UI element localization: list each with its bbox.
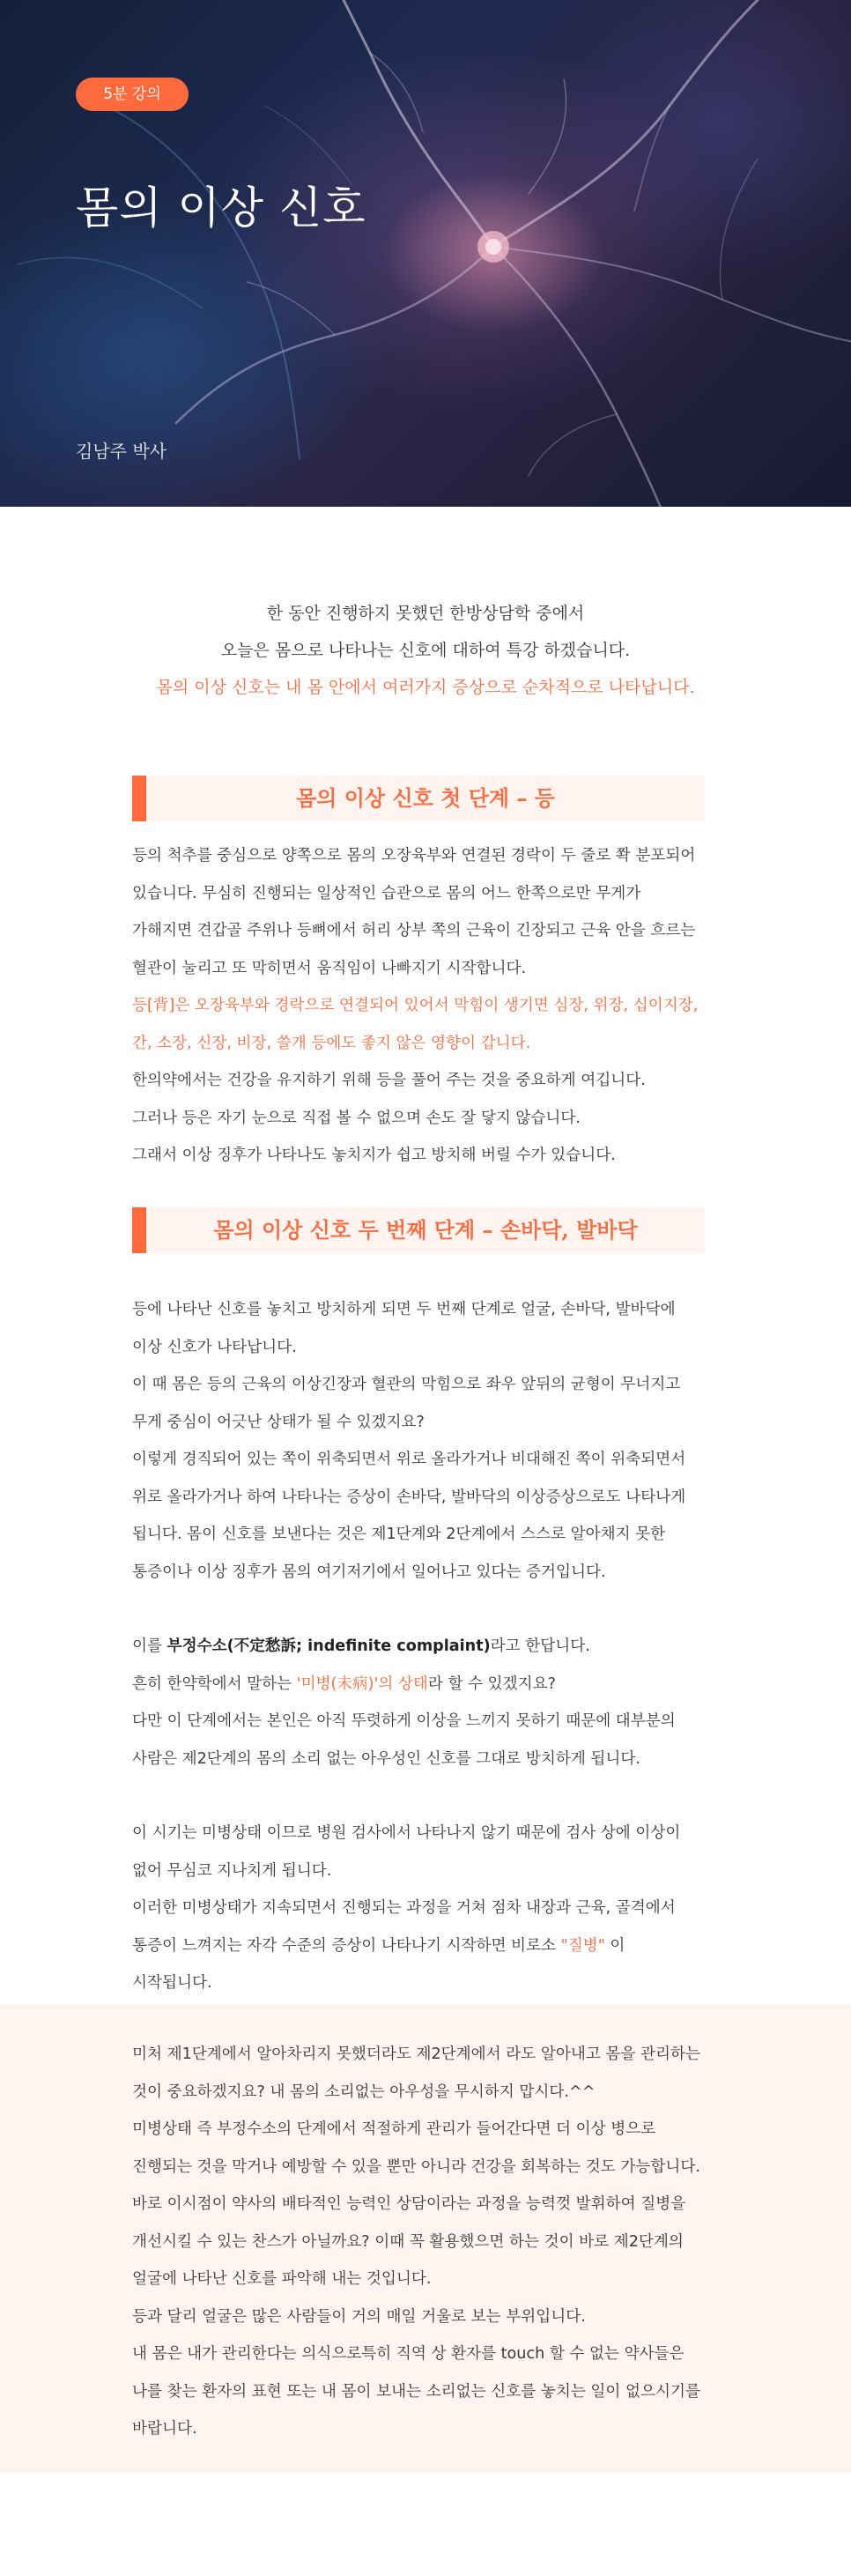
highlight-term: '미병(未病)'의 상태 bbox=[296, 1674, 428, 1693]
highlight-term: "질병" bbox=[560, 1936, 605, 1955]
page-title: 몸의 이상 신호 bbox=[76, 182, 366, 234]
paragraph: 그러나 등은 자기 눈으로 직접 볼 수 없으며 손도 잘 닿지 않습니다. bbox=[132, 1109, 581, 1127]
paragraph: 이 시기는 미병상태 이므로 병원 검사에서 나타나지 않기 때문에 검사 상에 이상이 없어 무심코 지나치게 됩니다. bbox=[132, 1824, 681, 1880]
intro-text bbox=[0, 595, 851, 706]
intro-line: 오늘은 몸으로 나타나는 신호에 대하여 특강 하겠습니다. bbox=[220, 641, 631, 660]
paragraph: 미병상태 즉 부정수소의 단계에서 적절하게 관리가 들어간다면 더 이상 병으로 진행되는 것을 막거나 예방할 수 있을 뿐만 아니라 건강을 회복하는 것도 가능합니다. bbox=[132, 2120, 700, 2176]
lecture-badge: 5분 강의 bbox=[76, 78, 189, 111]
paragraph: 다만 이 단계에서는 본인은 아직 뚜렷하게 이상을 느끼지 못하기 때문에 대부분의 사람은 제2단계의 몸의 소리 없는 아우성인 신호를 그대로 방치하게 됩니다. bbox=[132, 1712, 676, 1768]
paragraph: 이러한 미병상태가 지속되면서 진행되는 과정을 거쳐 점차 내장과 근육, 골격에서 통증이 느껴지는 자각 수준의 증상이 나타나기 시작하면 비로소 "질병" 이 시작됩니다. bbox=[132, 1899, 676, 1992]
paragraph: 내 몸은 내가 관리한다는 의식으로특히 직역 상 환자를 touch 할 수 없는 약사들은 나를 찾는 환자의 표현 또는 내 몸이 보내는 소리없는 신호를 놓치는 일이 없으시기를 바랍니다. bbox=[132, 2345, 700, 2438]
section-1-body bbox=[132, 837, 705, 1175]
section-2-body bbox=[132, 1291, 705, 2002]
author-name: 김남주 박사 bbox=[76, 441, 166, 462]
paragraph: 등의 척추를 중심으로 양쪽으로 몸의 오장육부와 연결된 경락이 두 줄로 쫙 분포되어 있습니다. 무심히 진행되는 일상적인 습관으로 몸의 어느 한쪽으로만 무게가 가해지면 견갑골 주위나 등뼈에서 허리 상부 쪽의 근육이 긴장되고 근육 안을 흐르는 혈관이 눌리고 또 막히면서 움직임이 나빠지기 시작합니다. bbox=[132, 847, 696, 977]
neuron-background-image bbox=[0, 0, 851, 507]
paragraph: 미처 제1단계에서 알아차리지 못했더라도 제2단계에서 라도 알아내고 몸을 관리하는 것이 중요하겠지요? 내 몸의 소리없는 아우성을 무시하지 맙시다.^^ bbox=[132, 2045, 700, 2101]
closing-body bbox=[132, 2036, 705, 2448]
paragraph: 흔히 한약학에서 말하는 '미병(未病)'의 상태라 할 수 있겠지요? bbox=[132, 1674, 556, 1693]
section-heading-stage-1: 몸의 이상 신호 첫 단계 – 등 bbox=[132, 776, 705, 821]
intro-line: 한 동안 진행하지 못했던 한방상담학 중에서 bbox=[266, 604, 585, 623]
section-heading-stage-2: 몸의 이상 신호 두 번째 단계 – 손바닥, 발바닥 bbox=[132, 1207, 705, 1253]
paragraph: 한의약에서는 건강을 유지하기 위해 등을 풀어 주는 것을 중요하게 여깁니다. bbox=[132, 1072, 646, 1089]
bold-term: 부정수소(不定愁訴; indefinite complaint) bbox=[166, 1637, 491, 1655]
paragraph: 이 때 몸은 등의 근육의 이상긴장과 혈관의 막힘으로 좌우 앞뒤의 균형이 무너지고 무게 중심이 어긋난 상태가 될 수 있겠지요? bbox=[132, 1376, 681, 1431]
paragraph: 등에 나타난 신호를 놓치고 방치하게 되면 두 번째 단계로 얼굴, 손바닥, 발바닥에 이상 신호가 나타납니다. bbox=[132, 1301, 676, 1356]
highlight-paragraph: 등[背]은 오장육부와 경락으로 연결되어 있어서 막힘이 생기면 심장, 위장, 십이지장, 간, 소장, 신장, 비장, 쓸개 등에도 좋지 않은 영향이 갑니다. bbox=[132, 997, 699, 1052]
paragraph: 이렇게 경직되어 있는 쪽이 위축되면서 위로 올라가거나 비대해진 쪽이 위축되면서 위로 올라가거나 하여 나타나는 증상이 손바닥, 발바닥의 이상증상으로도 나타나게 됩니다. 몸이 신호를 보낸다는 것은 제1단계와 2단계에서 스스로 알아채지 못한 통증이나 이상 징후가 몸의 여기저기에서 일어나고 있다는 증거입니다. bbox=[132, 1451, 686, 1581]
paragraph: 이를 부정수소(不定愁訴; indefinite complaint)라고 한답니다. bbox=[132, 1637, 590, 1655]
paragraph: 바로 이시점이 약사의 배타적인 능력인 상담이라는 과정을 능력껏 발휘하여 질병을 개선시킬 수 있는 찬스가 아닐까요? 이때 꼭 활용했으면 하는 것이 바로 제2단계의 얼굴에 나타난 신호를 파악해 내는 것입니다. bbox=[132, 2195, 686, 2288]
hero-banner bbox=[0, 0, 851, 507]
paragraph: 그래서 이상 징후가 나타나도 놓치지가 쉽고 방치해 버릴 수가 있습니다. bbox=[132, 1147, 616, 1164]
intro-highlight-line: 몸의 이상 신호는 내 몸 안에서 여러가지 증상으로 순차적으로 나타납니다. bbox=[156, 678, 695, 697]
paragraph: 등과 달리 얼굴은 많은 사람들이 거의 매일 거울로 보는 부위입니다. bbox=[132, 2307, 586, 2326]
